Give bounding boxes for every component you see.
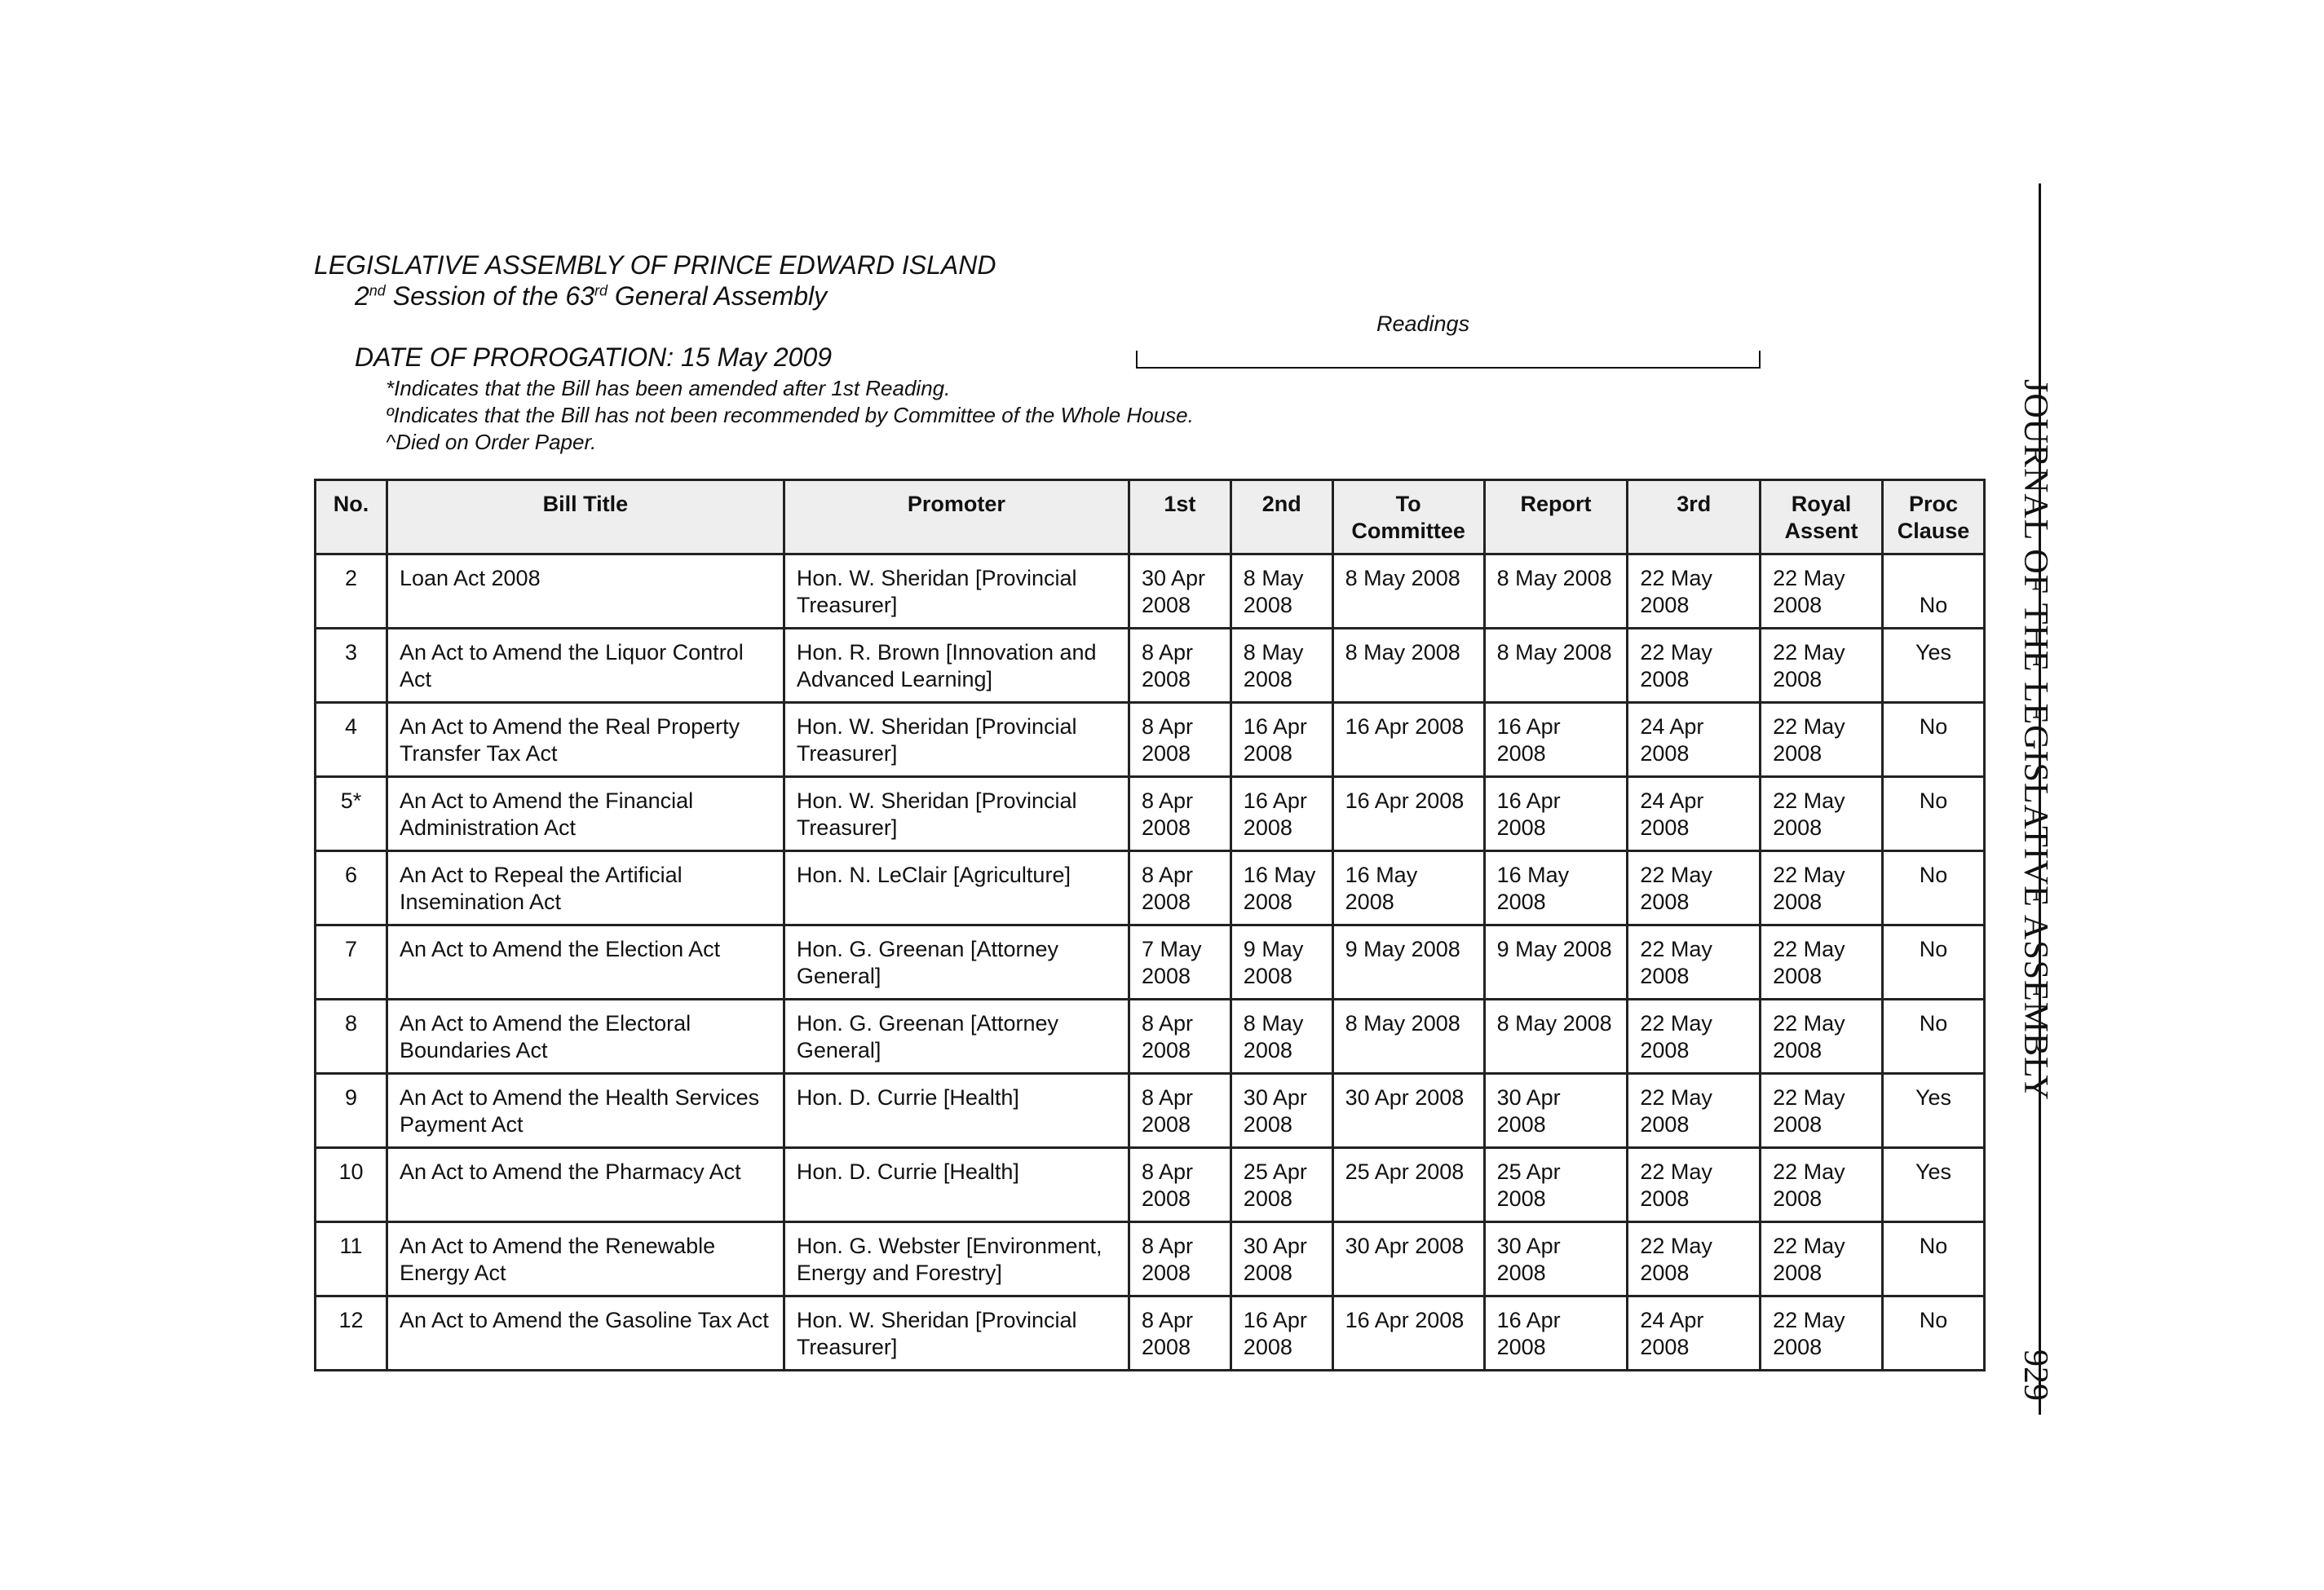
- cell-first: 8 Apr 2008: [1129, 1222, 1230, 1296]
- table-body: [316, 554, 1985, 1371]
- cell-proc: No: [1882, 1222, 1984, 1296]
- table-row: [316, 851, 1985, 925]
- cell-report: 8 May 2008: [1484, 629, 1628, 703]
- cell-committee: 16 Apr 2008: [1332, 777, 1484, 851]
- cell-promoter: Hon. D. Currie [Health]: [784, 1074, 1129, 1148]
- col-header-committee: To Committee: [1332, 480, 1484, 554]
- cell-proc: No: [1882, 1296, 1984, 1371]
- cell-title: Loan Act 2008: [387, 554, 784, 629]
- table-row: [316, 1000, 1985, 1074]
- cell-title: An Act to Amend the Renewable Energy Act: [387, 1222, 784, 1296]
- cell-report: 16 Apr 2008: [1484, 703, 1628, 777]
- cell-title: An Act to Amend the Pharmacy Act: [387, 1148, 784, 1222]
- cell-promoter: Hon. G. Greenan [Attorney General]: [784, 925, 1129, 1000]
- session-tail: General Assembly: [608, 281, 828, 311]
- cell-proc: No: [1882, 1000, 1984, 1074]
- table-row: [316, 1074, 1985, 1148]
- session-number-suffix: rd: [594, 282, 608, 299]
- table-row: [316, 925, 1985, 1000]
- cell-proc: No: [1882, 554, 1984, 629]
- cell-committee: 8 May 2008: [1332, 1000, 1484, 1074]
- cell-second: 30 Apr 2008: [1230, 1222, 1332, 1296]
- session-ordinal: 2: [355, 281, 369, 311]
- cell-assent: 22 May 2008: [1761, 629, 1883, 703]
- cell-report: 9 May 2008: [1484, 925, 1628, 1000]
- cell-assent: 22 May 2008: [1761, 1074, 1883, 1148]
- cell-report: 16 Apr 2008: [1484, 1296, 1628, 1371]
- readings-bracket: [1136, 351, 1761, 369]
- cell-title: An Act to Amend the Health Services Payment Act: [387, 1074, 784, 1148]
- cell-second: 9 May 2008: [1230, 925, 1332, 1000]
- cell-first: 8 Apr 2008: [1129, 1000, 1230, 1074]
- cell-committee: 9 May 2008: [1332, 925, 1484, 1000]
- table-row: [316, 1296, 1985, 1371]
- cell-third: 22 May 2008: [1628, 1148, 1761, 1222]
- cell-committee: 16 May 2008: [1332, 851, 1484, 925]
- cell-first: 8 Apr 2008: [1129, 777, 1230, 851]
- cell-proc: No: [1882, 851, 1984, 925]
- cell-second: 8 May 2008: [1230, 629, 1332, 703]
- readings-label: Readings: [1376, 311, 1470, 336]
- cell-no: 6: [316, 851, 387, 925]
- cell-proc: Yes: [1882, 629, 1984, 703]
- cell-third: 22 May 2008: [1628, 629, 1761, 703]
- cell-first: 8 Apr 2008: [1129, 703, 1230, 777]
- cell-third: 22 May 2008: [1628, 1074, 1761, 1148]
- cell-first: 8 Apr 2008: [1129, 1296, 1230, 1371]
- cell-first: 8 Apr 2008: [1129, 1074, 1230, 1148]
- col-header-title: Bill Title: [387, 480, 784, 554]
- cell-second: 16 Apr 2008: [1230, 703, 1332, 777]
- cell-proc: No: [1882, 703, 1984, 777]
- cell-third: 22 May 2008: [1628, 1222, 1761, 1296]
- cell-promoter: Hon. W. Sheridan [Provincial Treasurer]: [784, 703, 1129, 777]
- cell-report: 16 Apr 2008: [1484, 777, 1628, 851]
- cell-proc: Yes: [1882, 1074, 1984, 1148]
- cell-report: 8 May 2008: [1484, 1000, 1628, 1074]
- cell-promoter: Hon. N. LeClair [Agriculture]: [784, 851, 1129, 925]
- cell-promoter: Hon. R. Brown [Innovation and Advanced Learning]: [784, 629, 1129, 703]
- table-row: [316, 554, 1985, 629]
- session-mid: Session of the 63: [385, 281, 594, 311]
- cell-first: 8 Apr 2008: [1129, 1148, 1230, 1222]
- col-header-proc: Proc Clause: [1882, 480, 1984, 554]
- cell-first: 8 Apr 2008: [1129, 851, 1230, 925]
- cell-committee: 8 May 2008: [1332, 629, 1484, 703]
- cell-assent: 22 May 2008: [1761, 777, 1883, 851]
- cell-third: 22 May 2008: [1628, 925, 1761, 1000]
- cell-no: 4: [316, 703, 387, 777]
- cell-assent: 22 May 2008: [1761, 1222, 1883, 1296]
- footnotes: [386, 375, 1194, 456]
- cell-no: 2: [316, 554, 387, 629]
- col-header-no: No.: [316, 480, 387, 554]
- table-row: [316, 777, 1985, 851]
- cell-promoter: Hon. W. Sheridan [Provincial Treasurer]: [784, 777, 1129, 851]
- table-header-row: [316, 480, 1985, 554]
- cell-assent: 22 May 2008: [1761, 554, 1883, 629]
- assembly-title: LEGISLATIVE ASSEMBLY OF PRINCE EDWARD ISLAND: [314, 250, 996, 280]
- cell-report: 8 May 2008: [1484, 554, 1628, 629]
- cell-title: An Act to Amend the Liquor Control Act: [387, 629, 784, 703]
- cell-committee: 30 Apr 2008: [1332, 1222, 1484, 1296]
- cell-proc: Yes: [1882, 1148, 1984, 1222]
- cell-title: An Act to Amend the Real Property Transfer Tax Act: [387, 703, 784, 777]
- col-header-assent: Royal Assent: [1761, 480, 1883, 554]
- cell-third: 22 May 2008: [1628, 554, 1761, 629]
- bills-table: [314, 479, 1986, 1371]
- cell-no: 12: [316, 1296, 387, 1371]
- note-not-recommended: ºIndicates that the Bill has not been recommended by Committee of the Whole House.: [386, 403, 1194, 427]
- cell-promoter: Hon. W. Sheridan [Provincial Treasurer]: [784, 1296, 1129, 1371]
- note-died: ^Died on Order Paper.: [386, 430, 597, 454]
- cell-first: 7 May 2008: [1129, 925, 1230, 1000]
- cell-promoter: Hon. D. Currie [Health]: [784, 1148, 1129, 1222]
- cell-second: 8 May 2008: [1230, 1000, 1332, 1074]
- cell-second: 25 Apr 2008: [1230, 1148, 1332, 1222]
- cell-second: 30 Apr 2008: [1230, 1074, 1332, 1148]
- cell-assent: 22 May 2008: [1761, 851, 1883, 925]
- cell-report: 25 Apr 2008: [1484, 1148, 1628, 1222]
- cell-assent: 22 May 2008: [1761, 703, 1883, 777]
- cell-committee: 8 May 2008: [1332, 554, 1484, 629]
- cell-title: An Act to Amend the Financial Administration Act: [387, 777, 784, 851]
- cell-no: 7: [316, 925, 387, 1000]
- cell-assent: 22 May 2008: [1761, 1148, 1883, 1222]
- cell-committee: 25 Apr 2008: [1332, 1148, 1484, 1222]
- cell-committee: 16 Apr 2008: [1332, 703, 1484, 777]
- cell-no: 3: [316, 629, 387, 703]
- cell-title: An Act to Repeal the Artificial Insemination Act: [387, 851, 784, 925]
- cell-second: 16 Apr 2008: [1230, 1296, 1332, 1371]
- col-header-report: Report: [1484, 480, 1628, 554]
- cell-proc: No: [1882, 925, 1984, 1000]
- session-line: [355, 281, 827, 311]
- cell-title: An Act to Amend the Gasoline Tax Act: [387, 1296, 784, 1371]
- cell-assent: 22 May 2008: [1761, 1296, 1883, 1371]
- table-row: [316, 703, 1985, 777]
- cell-second: 8 May 2008: [1230, 554, 1332, 629]
- cell-report: 30 Apr 2008: [1484, 1074, 1628, 1148]
- col-header-second: 2nd: [1230, 480, 1332, 554]
- cell-no: 5*: [316, 777, 387, 851]
- cell-promoter: Hon. G. Webster [Environment, Energy and Forestry]: [784, 1222, 1129, 1296]
- cell-no: 10: [316, 1148, 387, 1222]
- col-header-third: 3rd: [1628, 480, 1761, 554]
- cell-assent: 22 May 2008: [1761, 1000, 1883, 1074]
- cell-report: 30 Apr 2008: [1484, 1222, 1628, 1296]
- table-row: [316, 629, 1985, 703]
- cell-committee: 30 Apr 2008: [1332, 1074, 1484, 1148]
- running-head: JOURNAL OF THE LEGISLATIVE ASSEMBLY: [2017, 379, 2054, 1101]
- cell-no: 11: [316, 1222, 387, 1296]
- cell-title: An Act to Amend the Electoral Boundaries Act: [387, 1000, 784, 1074]
- cell-title: An Act to Amend the Election Act: [387, 925, 784, 1000]
- cell-proc: No: [1882, 777, 1984, 851]
- note-amended: *Indicates that the Bill has been amended after 1st Reading.: [386, 376, 951, 400]
- cell-promoter: Hon. G. Greenan [Attorney General]: [784, 1000, 1129, 1074]
- cell-third: 22 May 2008: [1628, 851, 1761, 925]
- session-ordinal-suffix: nd: [369, 282, 386, 299]
- cell-no: 9: [316, 1074, 387, 1148]
- cell-third: 22 May 2008: [1628, 1000, 1761, 1074]
- cell-first: 30 Apr 2008: [1129, 554, 1230, 629]
- cell-second: 16 May 2008: [1230, 851, 1332, 925]
- cell-third: 24 Apr 2008: [1628, 777, 1761, 851]
- cell-committee: 16 Apr 2008: [1332, 1296, 1484, 1371]
- cell-report: 16 May 2008: [1484, 851, 1628, 925]
- cell-third: 24 Apr 2008: [1628, 703, 1761, 777]
- col-header-promoter: Promoter: [784, 480, 1129, 554]
- table-row: [316, 1148, 1985, 1222]
- col-header-first: 1st: [1129, 480, 1230, 554]
- cell-first: 8 Apr 2008: [1129, 629, 1230, 703]
- cell-second: 16 Apr 2008: [1230, 777, 1332, 851]
- cell-no: 8: [316, 1000, 387, 1074]
- prorogation-date: DATE OF PROROGATION: 15 May 2009: [355, 342, 833, 372]
- table-row: [316, 1222, 1985, 1296]
- page-number: 929: [2017, 1349, 2054, 1401]
- cell-third: 24 Apr 2008: [1628, 1296, 1761, 1371]
- cell-assent: 22 May 2008: [1761, 925, 1883, 1000]
- cell-promoter: Hon. W. Sheridan [Provincial Treasurer]: [784, 554, 1129, 629]
